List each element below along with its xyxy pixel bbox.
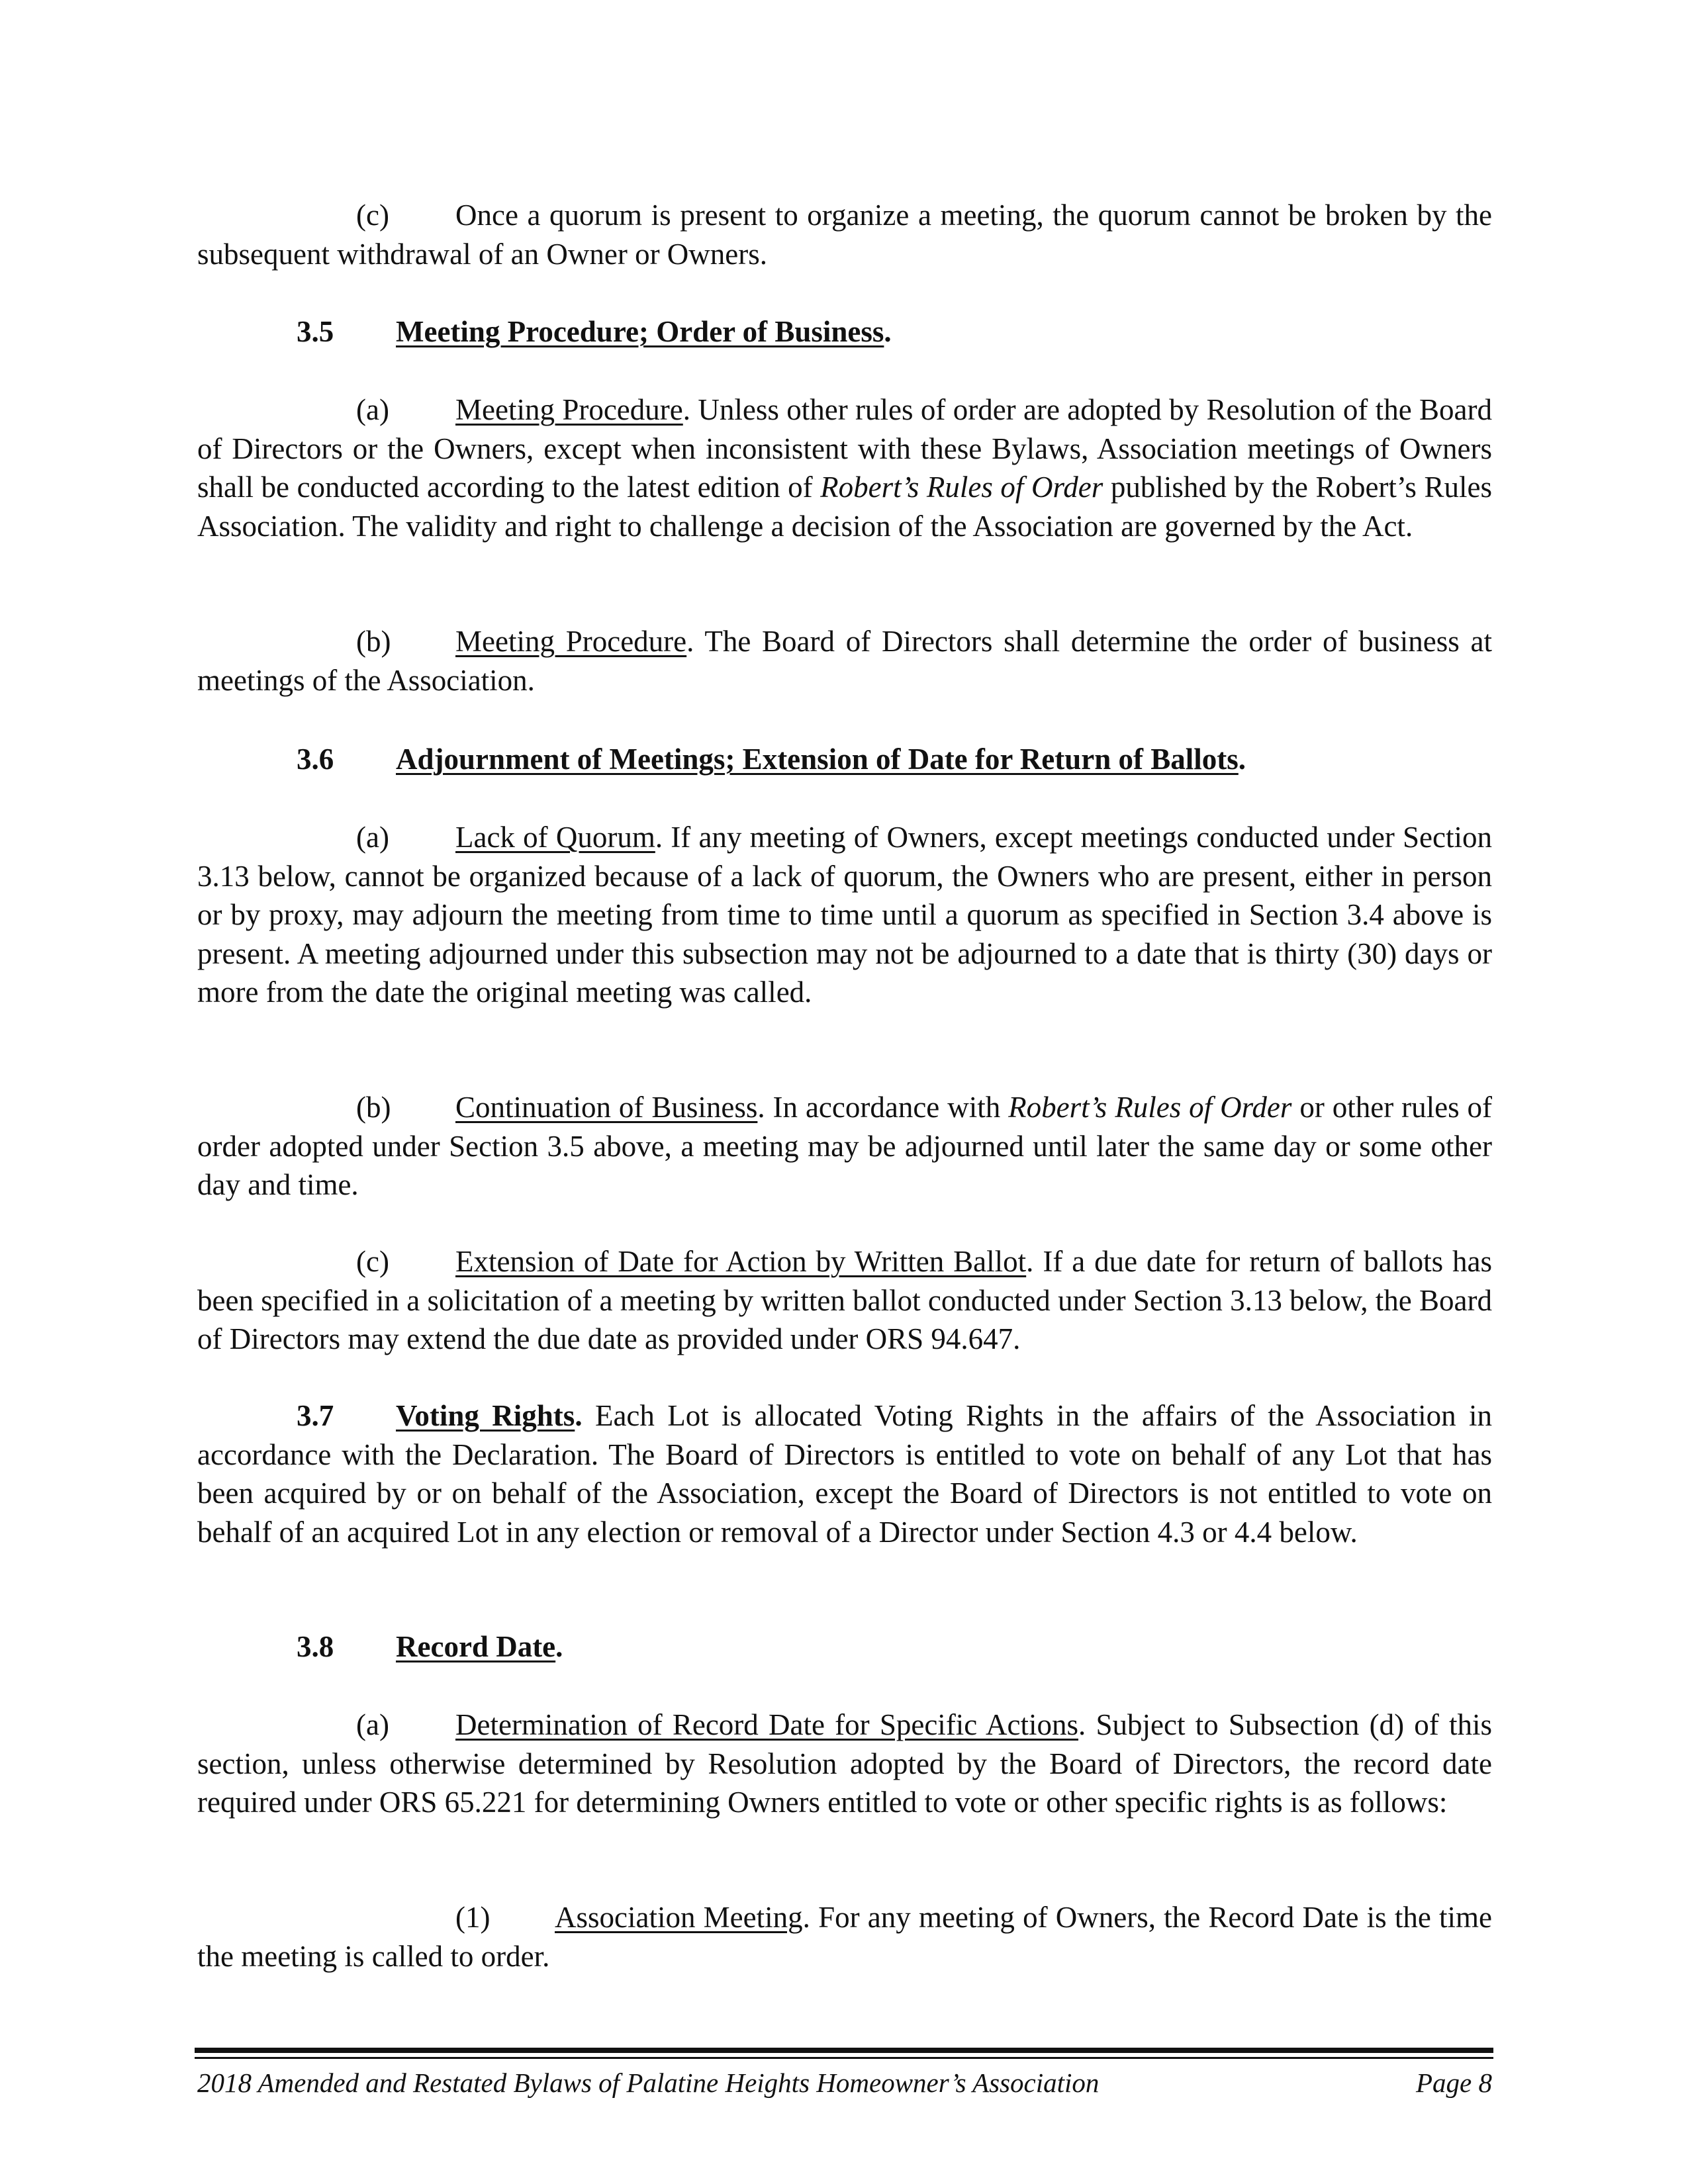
section-heading-3-8 xyxy=(297,1627,563,1666)
paragraph-3-8-a xyxy=(197,1706,1492,1822)
paragraph-label: (b) xyxy=(356,1091,391,1124)
paragraph-label: (1) xyxy=(455,1901,491,1934)
paragraph-text: Once a quorum is present to organize a meeting, the quorum cannot be broken by the subsequent withdrawal of an Owner or Owners. xyxy=(197,199,1492,271)
paragraph-label: (c) xyxy=(356,1245,389,1278)
paragraph-3-6-c xyxy=(197,1242,1492,1359)
footer-rule-thin xyxy=(195,2057,1493,2059)
section-title-period: . xyxy=(575,1399,583,1432)
section-title-period: . xyxy=(884,315,892,348)
paragraph-text: . Subject to Subsection (d) of this section, unless otherwise determined by Resolution adopted by the Board of Directors, the record date required under ORS 65.221 for determining Owners entitled to vote or other specific rights is as follows: xyxy=(197,1708,1492,1819)
section-number: 3.5 xyxy=(297,315,334,348)
paragraph-text: . If a due date for return of ballots has been specified in a solicitation of a meeting by written ballot conducted under Section 3.13 below, the Board of Directors may extend the due date as provided under ORS 94.647. xyxy=(197,1245,1492,1355)
section-title: Voting Rights xyxy=(396,1399,575,1432)
paragraph-caption: Lack of Quorum xyxy=(455,821,655,854)
paragraph-text: . The Board of Directors shall determine the order of business at meetings of the Association. xyxy=(197,625,1492,697)
footer-page-number: Page 8 xyxy=(1416,2068,1492,2098)
paragraph-text: . If any meeting of Owners, except meetings conducted under Section 3.13 below, cannot be organized because of a lack of quorum, the Owners who are present, either in person or by proxy, may adjourn the meeting from time to time until a quorum as specified in Section 3.4 above is present. A meeting adjourned under this subsection may not be adjourned to a date that is thirty (30) days or more from the date the original meeting was called. xyxy=(197,821,1492,1009)
italic-reference: Robert’s Rules of Order xyxy=(1008,1091,1292,1124)
paragraph-3-6-b xyxy=(197,1088,1492,1205)
section-number: 3.7 xyxy=(297,1399,334,1432)
paragraph-text: . In accordance with xyxy=(757,1091,1009,1124)
paragraph-3-5-a xyxy=(197,390,1492,545)
paragraph-text-continued: or other rules of order adopted under Section 3.5 above, a meeting may be adjourned until later the same day or some other day and time. xyxy=(197,1091,1493,1201)
section-title-period: . xyxy=(1238,743,1246,776)
paragraph-text: Each Lot is allocated Voting Rights in the affairs of the Association in accordance with the Declaration. The Board of Directors is entitled to vote on behalf of any Lot that has been acquired by or on behalf of the Association, except the Board of Directors is not entitled to vote on behalf of an acquired Lot in any election or removal of a Director under Section 4.3 or 4.4 below. xyxy=(197,1399,1492,1549)
paragraph-caption: Meeting Procedure xyxy=(455,625,687,658)
paragraph-text-continued: published by the Robert’s Rules Association. The validity and right to challenge a decision of the Association are governed by the Act. xyxy=(197,471,1492,543)
italic-reference: Robert’s Rules of Order xyxy=(820,471,1103,504)
paragraph-label: (a) xyxy=(356,393,389,426)
section-number: 3.6 xyxy=(297,743,334,776)
paragraph-caption: Extension of Date for Action by Written Ballot xyxy=(455,1245,1027,1278)
footer-rule-thick xyxy=(195,2048,1493,2053)
paragraph-label: (a) xyxy=(356,1708,389,1741)
paragraph-3-8-a-1 xyxy=(197,1898,1492,1976)
section-title: Adjournment of Meetings; Extension of Date for Return of Ballots xyxy=(396,743,1239,776)
paragraph-caption: Determination of Record Date for Specific Actions xyxy=(455,1708,1078,1741)
paragraph-3-5-b xyxy=(197,622,1492,700)
section-heading-3-6 xyxy=(297,740,1246,778)
paragraph-3-7 xyxy=(197,1396,1492,1551)
paragraph-text: . Unless other rules of order are adopted by Resolution of the Board of Directors or the Owners, except when inconsistent with these Bylaws, Association meetings of Owners shall be conducted according to the latest edition of xyxy=(197,393,1492,504)
paragraph-label: (b) xyxy=(356,625,391,658)
paragraph-label: (c) xyxy=(356,199,389,232)
footer-document-title: 2018 Amended and Restated Bylaws of Palatine Heights Homeowner’s Association xyxy=(197,2068,1100,2098)
paragraph-label: (a) xyxy=(356,821,389,854)
paragraph-caption: Continuation of Business xyxy=(455,1091,758,1124)
paragraph-caption: Meeting Procedure xyxy=(455,393,683,426)
section-number: 3.8 xyxy=(297,1630,334,1663)
section-heading-3-5 xyxy=(297,312,892,351)
section-title: Meeting Procedure; Order of Business xyxy=(396,315,884,348)
paragraph-caption: Association Meeting xyxy=(555,1901,803,1934)
paragraph-3-6-a xyxy=(197,818,1492,1012)
section-title-period: . xyxy=(555,1630,563,1663)
section-title: Record Date xyxy=(396,1630,556,1663)
paragraph-3-4-c xyxy=(197,196,1492,273)
paragraph-text: . For any meeting of Owners, the Record Date is the time the meeting is called to order. xyxy=(197,1901,1492,1973)
